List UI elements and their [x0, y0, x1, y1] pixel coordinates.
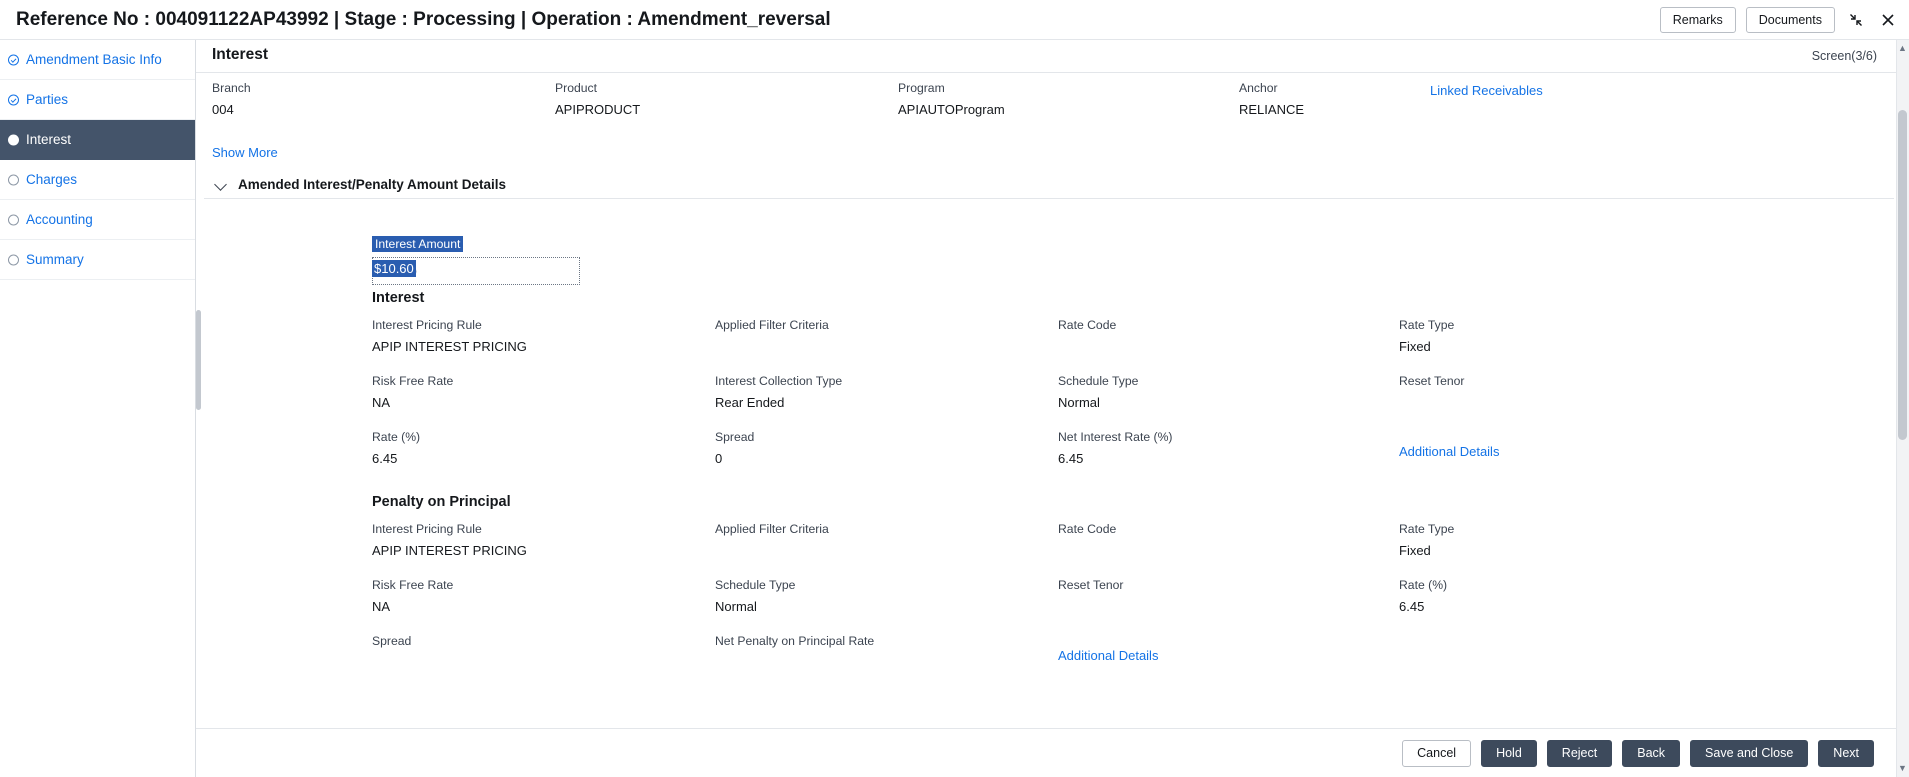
step-status-icon	[8, 214, 19, 225]
field-label: Interest Collection Type	[715, 374, 843, 388]
content-scrollbar-thumb[interactable]	[196, 310, 201, 410]
field-applied-filter-criteria	[715, 318, 829, 339]
field-label: Net Interest Rate (%)	[1058, 430, 1173, 444]
field-value: NA	[372, 599, 391, 614]
grid-row	[372, 578, 1872, 634]
scroll-down-icon[interactable]: ▼	[1898, 763, 1907, 773]
penalty-details-grid	[372, 522, 1872, 690]
penalty-block-title: Penalty on Principal	[372, 494, 511, 510]
link-label: Linked Receivables	[1430, 83, 1543, 98]
title-bar	[0, 0, 1909, 40]
summary-field-program	[898, 81, 1005, 117]
field-value: APIP INTEREST PRICING	[372, 339, 527, 354]
field-interest-collection-type	[715, 374, 842, 410]
field-label: Interest Pricing Rule	[372, 318, 482, 332]
remarks-button[interactable]: Remarks	[1660, 7, 1736, 33]
sidebar-item-summary[interactable]	[0, 240, 195, 280]
field-label: Anchor	[1239, 81, 1278, 95]
field-value: APIP INTEREST PRICING	[372, 543, 527, 558]
field-label: Spread	[715, 430, 755, 444]
field-penalty-rate-code	[1058, 522, 1116, 543]
reject-button[interactable]: Reject	[1547, 740, 1612, 767]
screen-counter: Screen(3/6)	[1811, 49, 1877, 63]
documents-button[interactable]: Documents	[1746, 7, 1835, 33]
field-value: Fixed	[1399, 543, 1431, 558]
link-label: Additional Details	[1399, 444, 1500, 459]
summary-field-product	[555, 81, 640, 117]
field-value: 6.45	[372, 451, 398, 466]
section-title: Amended Interest/Penalty Amount Details	[238, 176, 507, 192]
stage-sidebar	[0, 40, 196, 777]
field-label: Reset Tenor	[1058, 578, 1124, 592]
field-penalty-schedule-type	[715, 578, 795, 614]
field-value: Normal	[1058, 395, 1100, 410]
field-label: Reset Tenor	[1399, 374, 1465, 388]
main-content	[196, 40, 1909, 777]
save-and-close-button[interactable]: Save and Close	[1690, 740, 1808, 767]
sidebar-item-label: Parties	[26, 92, 69, 107]
field-value: Fixed	[1399, 339, 1431, 354]
transaction-summary	[196, 73, 1909, 129]
interest-block-title: Interest	[372, 290, 425, 306]
field-risk-free-rate	[372, 374, 453, 410]
collapse-icon[interactable]	[1845, 9, 1867, 31]
summary-columns	[212, 81, 1893, 133]
field-penalty-rate-percent	[1399, 578, 1447, 614]
sidebar-item-label: Accounting	[26, 212, 93, 227]
sidebar-item-accounting[interactable]	[0, 200, 195, 240]
field-penalty-interest-pricing-rule	[372, 522, 527, 558]
field-label: Applied Filter Criteria	[715, 522, 829, 536]
section-heading: Interest	[212, 46, 268, 63]
sidebar-item-label: Amendment Basic Info	[26, 52, 162, 67]
step-status-icon	[8, 94, 19, 105]
field-rate-type	[1399, 318, 1454, 354]
sidebar-item-label: Interest	[26, 132, 72, 147]
close-icon[interactable]	[1877, 9, 1899, 31]
field-label: Product	[555, 81, 598, 95]
field-reset-tenor	[1399, 374, 1465, 395]
sidebar-item-parties[interactable]	[0, 80, 195, 120]
field-spread	[715, 430, 754, 466]
interest-additional-details-link[interactable]	[1399, 444, 1499, 459]
field-label: Rate (%)	[1399, 578, 1448, 592]
field-value: 6.45	[1058, 451, 1084, 466]
link-label: Additional Details	[1058, 648, 1159, 663]
sidebar-item-interest[interactable]	[0, 120, 195, 160]
step-status-icon	[8, 174, 19, 185]
field-label: Rate Type	[1399, 522, 1455, 536]
field-rate-code	[1058, 318, 1116, 339]
field-label: Schedule Type	[715, 578, 796, 592]
action-footer	[196, 729, 1896, 777]
step-status-icon	[8, 254, 19, 265]
field-value: 6.45	[1399, 599, 1425, 614]
grid-row	[372, 522, 1872, 578]
chevron-down-icon	[214, 177, 228, 191]
interest-details-grid	[372, 318, 1872, 486]
interest-amount-input[interactable]	[373, 258, 579, 284]
field-label: Net Penalty on Principal Rate	[715, 634, 875, 648]
field-penalty-spread	[372, 634, 411, 655]
penalty-additional-details-link[interactable]	[1058, 648, 1158, 663]
grid-row	[372, 374, 1872, 430]
amended-details-section-header[interactable]	[204, 170, 1894, 198]
field-interest-pricing-rule	[372, 318, 527, 354]
field-value: Normal	[715, 599, 757, 614]
field-value: NA	[372, 395, 391, 410]
step-status-icon	[8, 54, 19, 65]
field-value: Rear Ended	[715, 395, 785, 410]
hold-button[interactable]: Hold	[1481, 740, 1537, 767]
field-label: Interest Pricing Rule	[372, 522, 482, 536]
field-label: Branch	[212, 81, 251, 95]
sidebar-item-label: Charges	[26, 172, 78, 187]
field-label: Rate (%)	[372, 430, 421, 444]
sidebar-item-charges[interactable]	[0, 160, 195, 200]
interest-amount-selected-text: $10.60	[374, 261, 414, 276]
field-value: RELIANCE	[1239, 102, 1305, 117]
show-more-link[interactable]: Show More	[212, 145, 278, 160]
linked-receivables-link[interactable]	[1430, 83, 1543, 98]
field-label: Program	[898, 81, 945, 95]
field-value: APIAUTOProgram	[898, 102, 1005, 117]
interest-amount-field[interactable]	[372, 257, 580, 285]
field-label: Rate Code	[1058, 318, 1117, 332]
field-net-interest-rate	[1058, 430, 1172, 466]
field-penalty-risk-free-rate	[372, 578, 453, 614]
field-value: 0	[715, 451, 723, 466]
field-schedule-type	[1058, 374, 1138, 410]
back-button[interactable]: Back	[1622, 740, 1680, 767]
grid-row	[372, 430, 1872, 486]
page-title: Reference No : 004091122AP43992 | Stage : Processing | Operation : Amendment_reversal	[16, 8, 831, 30]
page-scrollbar[interactable]	[1896, 40, 1909, 777]
sidebar-item-amendment-basic-info[interactable]	[0, 40, 195, 80]
field-penalty-applied-filter-criteria	[715, 522, 829, 543]
field-rate-percent	[372, 430, 420, 466]
field-label: Risk Free Rate	[372, 374, 454, 388]
summary-field-anchor	[1239, 81, 1304, 117]
summary-field-branch	[212, 81, 251, 117]
field-label: Applied Filter Criteria	[715, 318, 829, 332]
field-value: 004	[212, 102, 234, 117]
field-label: Rate Type	[1399, 318, 1455, 332]
sidebar-item-label: Summary	[26, 252, 84, 267]
cancel-button[interactable]: Cancel	[1402, 740, 1471, 767]
field-net-penalty-on-principal-rate	[715, 634, 874, 655]
title-bar-actions	[1660, 0, 1899, 40]
content-header	[196, 40, 1909, 73]
scroll-up-icon[interactable]: ▲	[1898, 43, 1907, 53]
page-scrollbar-thumb[interactable]	[1898, 110, 1907, 440]
next-button[interactable]: Next	[1818, 740, 1874, 767]
field-penalty-reset-tenor	[1058, 578, 1124, 599]
divider	[204, 198, 1894, 199]
field-penalty-rate-type	[1399, 522, 1454, 558]
grid-row	[372, 318, 1872, 374]
interest-amount-label: Interest Amount	[372, 236, 463, 252]
field-label: Schedule Type	[1058, 374, 1139, 388]
field-label: Rate Code	[1058, 522, 1117, 536]
grid-row	[372, 634, 1872, 690]
field-value: APIPRODUCT	[555, 102, 641, 117]
step-status-icon	[8, 134, 19, 145]
field-label: Spread	[372, 634, 412, 648]
field-label: Risk Free Rate	[372, 578, 454, 592]
